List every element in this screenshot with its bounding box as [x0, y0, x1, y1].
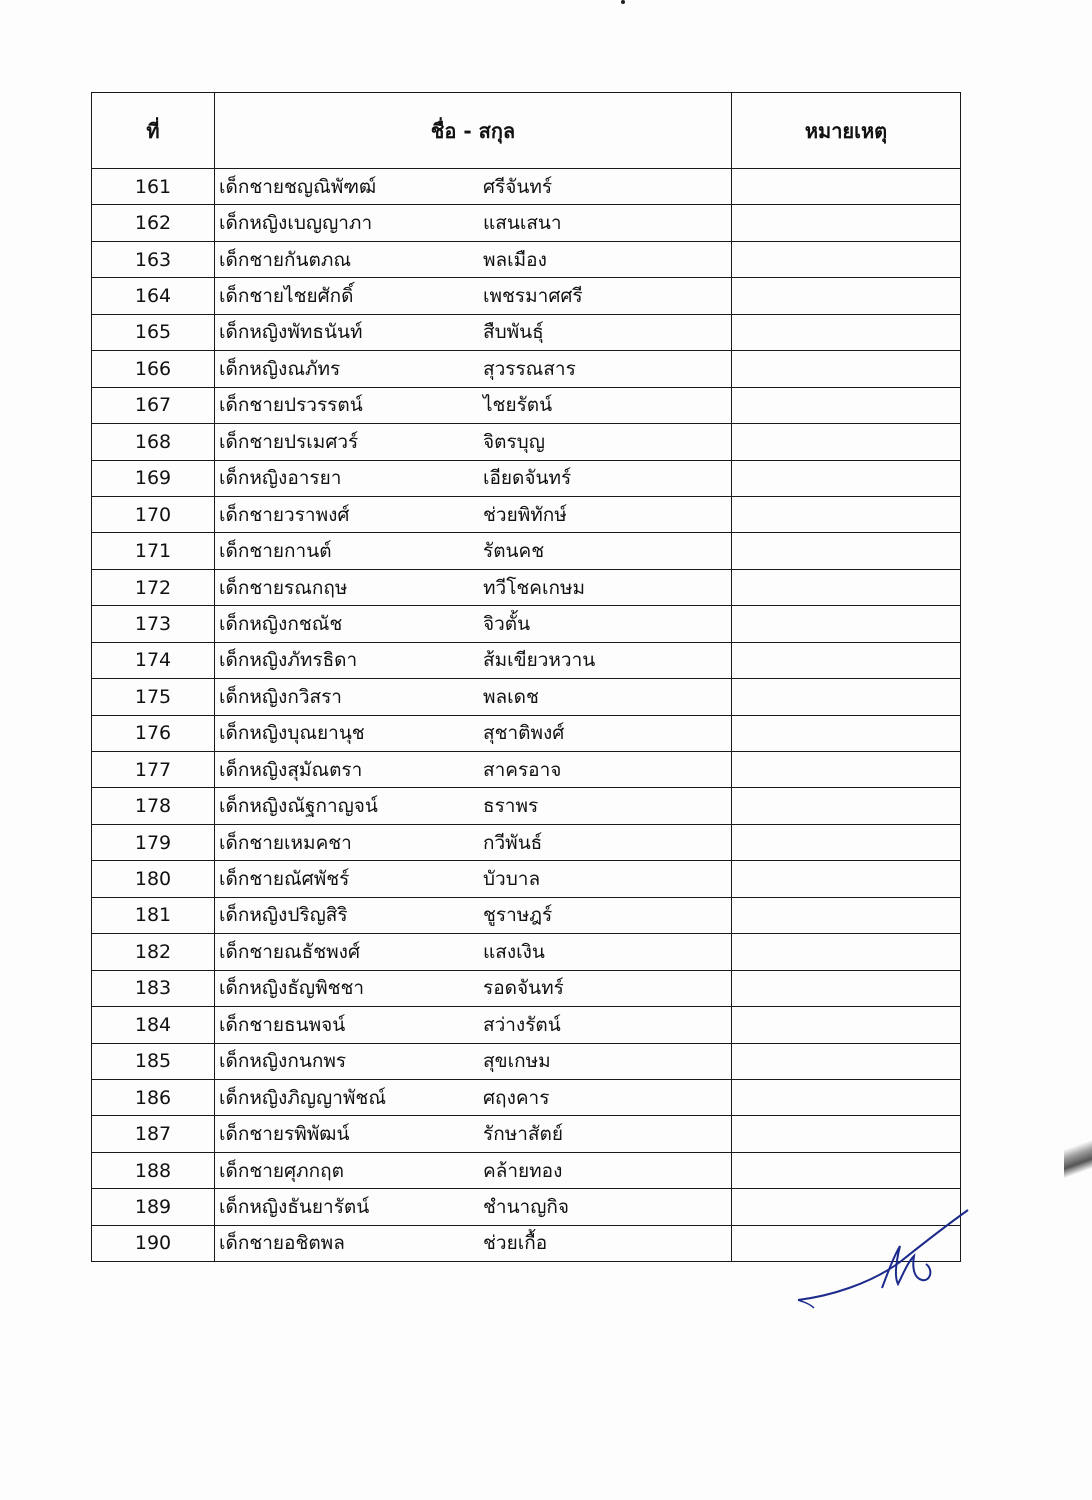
row-number: 184: [92, 1007, 215, 1043]
first-name: เด็กชายธนพจน์: [219, 1013, 346, 1036]
first-name: เด็กชายกานต์: [219, 540, 332, 563]
table-row: [92, 861, 961, 897]
row-number: 175: [92, 679, 215, 715]
row-number: 165: [92, 314, 215, 350]
row-remarks: [732, 861, 961, 897]
table-row: [92, 387, 961, 423]
row-name-cell: [215, 241, 732, 277]
table-row: [92, 752, 961, 788]
row-remarks: [732, 424, 961, 460]
last-name: คล้ายทอง: [483, 1159, 563, 1182]
row-name-cell: [215, 387, 732, 423]
row-name-cell: [215, 278, 732, 314]
table-row: [92, 569, 961, 605]
last-name: ส้มเขียวหวาน: [483, 649, 596, 672]
last-name: พลเดช: [483, 685, 539, 708]
row-remarks: [732, 351, 961, 387]
row-remarks: [732, 1152, 961, 1188]
last-name: กวีพันธ์: [483, 831, 543, 854]
row-remarks: [732, 1043, 961, 1079]
row-name-cell: [215, 824, 732, 860]
first-name: เด็กชายเหมคชา: [219, 831, 352, 854]
first-name: เด็กหญิงอารยา: [219, 467, 342, 490]
row-number: 164: [92, 278, 215, 314]
row-name-cell: [215, 351, 732, 387]
row-number: 182: [92, 934, 215, 970]
row-number: 169: [92, 460, 215, 496]
row-number: 172: [92, 569, 215, 605]
row-remarks: [732, 1116, 961, 1152]
last-name: สาครอาจ: [483, 758, 562, 781]
row-name-cell: [215, 1079, 732, 1115]
row-number: 179: [92, 824, 215, 860]
row-remarks: [732, 569, 961, 605]
row-number: 162: [92, 205, 215, 241]
row-name-cell: [215, 496, 732, 532]
table-row: [92, 606, 961, 642]
table-row: [92, 679, 961, 715]
last-name: ช่วยพิทักษ์: [483, 503, 567, 526]
row-number: 171: [92, 533, 215, 569]
row-name-cell: [215, 314, 732, 350]
table-row: [92, 897, 961, 933]
row-remarks: [732, 788, 961, 824]
row-remarks: [732, 642, 961, 678]
first-name: เด็กชายกันตภณ: [219, 248, 352, 271]
last-name: รัตนคช: [483, 540, 545, 563]
row-remarks: [732, 752, 961, 788]
row-name-cell: [215, 1225, 732, 1261]
row-name-cell: [215, 715, 732, 751]
row-number: 170: [92, 496, 215, 532]
first-name: เด็กชายชญณิพัฑฒ์: [219, 175, 377, 198]
row-name-cell: [215, 1152, 732, 1188]
row-number: 168: [92, 424, 215, 460]
first-name: เด็กชายรพิพัฒน์: [219, 1123, 350, 1146]
table-row: [92, 1007, 961, 1043]
row-name-cell: [215, 569, 732, 605]
row-name-cell: [215, 1189, 732, 1225]
first-name: เด็กชายรณกฤษ: [219, 576, 348, 599]
last-name: รักษาสัตย์: [483, 1123, 563, 1146]
row-name-cell: [215, 679, 732, 715]
last-name: สืบพันธุ์: [483, 321, 544, 344]
row-remarks: [732, 314, 961, 350]
last-name: รอดจันทร์: [483, 977, 564, 1000]
first-name: เด็กชายณธัชพงศ์: [219, 940, 361, 963]
table-row: [92, 715, 961, 751]
row-number: 177: [92, 752, 215, 788]
last-name: สุวรรณสาร: [483, 357, 576, 380]
row-remarks: [732, 897, 961, 933]
header-full-name: ชื่อ - สกุล: [215, 93, 732, 169]
row-remarks: [732, 169, 961, 205]
last-name: สุชาติพงศ์: [483, 722, 565, 745]
first-name: เด็กหญิงกวิสรา: [219, 685, 342, 708]
table-row: [92, 1116, 961, 1152]
last-name: เพชรมาศศรี: [483, 285, 583, 308]
row-number: 180: [92, 861, 215, 897]
row-remarks: [732, 278, 961, 314]
table-row: [92, 169, 961, 205]
first-name: เด็กชายปรวรรตน์: [219, 394, 363, 417]
table-row: [92, 1043, 961, 1079]
row-remarks: [732, 970, 961, 1006]
first-name: เด็กหญิงธันยารัตน์: [219, 1195, 370, 1218]
first-name: เด็กหญิงเบญญาภา: [219, 212, 373, 235]
handwritten-signature: [790, 1196, 980, 1316]
header-remarks: หมายเหตุ: [732, 93, 961, 169]
last-name: สุขเกษม: [483, 1050, 551, 1073]
first-name: เด็กหญิงณัฐกาญจน์: [219, 795, 378, 818]
row-number: 188: [92, 1152, 215, 1188]
first-name: เด็กหญิงภัทรธิดา: [219, 649, 358, 672]
row-number: 190: [92, 1225, 215, 1261]
row-remarks: [732, 824, 961, 860]
last-name: พลเมือง: [483, 248, 547, 271]
row-remarks: [732, 205, 961, 241]
table-row: [92, 460, 961, 496]
last-name: สว่างรัตน์: [483, 1013, 561, 1036]
row-name-cell: [215, 1007, 732, 1043]
table-row: [92, 1079, 961, 1115]
table-row: [92, 533, 961, 569]
last-name: ธราพร: [483, 795, 539, 818]
row-name-cell: [215, 970, 732, 1006]
row-name-cell: [215, 169, 732, 205]
table-row: [92, 970, 961, 1006]
last-name: จิตรบุญ: [483, 430, 545, 453]
table-body: [92, 169, 961, 1262]
row-remarks: [732, 387, 961, 423]
row-remarks: [732, 715, 961, 751]
row-number: 173: [92, 606, 215, 642]
row-remarks: [732, 934, 961, 970]
row-remarks: [732, 241, 961, 277]
row-remarks: [732, 496, 961, 532]
last-name: แสงเงิน: [483, 940, 545, 963]
last-name: จิวตั้น: [483, 612, 531, 635]
row-number: 174: [92, 642, 215, 678]
row-number: 166: [92, 351, 215, 387]
row-number: 161: [92, 169, 215, 205]
scan-edge-mark: [1064, 1140, 1092, 1178]
table-row: [92, 934, 961, 970]
row-name-cell: [215, 934, 732, 970]
table-row: [92, 1152, 961, 1188]
last-name: แสนเสนา: [483, 212, 562, 235]
table-row: [92, 824, 961, 860]
header-number: ที่: [92, 93, 215, 169]
row-name-cell: [215, 606, 732, 642]
first-name: เด็กชายศุภกฤต: [219, 1159, 344, 1182]
table-row: [92, 642, 961, 678]
table-row: [92, 351, 961, 387]
row-name-cell: [215, 642, 732, 678]
last-name: บัวบาล: [483, 868, 541, 891]
row-name-cell: [215, 1043, 732, 1079]
table-row: [92, 788, 961, 824]
first-name: เด็กชายไชยศักดิ์: [219, 285, 354, 308]
row-number: 163: [92, 241, 215, 277]
row-number: 178: [92, 788, 215, 824]
table-row: [92, 241, 961, 277]
last-name: ศรีจันทร์: [483, 175, 553, 198]
row-remarks: [732, 1007, 961, 1043]
scan-speck: [621, 0, 625, 4]
row-number: 189: [92, 1189, 215, 1225]
table-row: [92, 205, 961, 241]
last-name: ชูราษฎร์: [483, 904, 553, 927]
first-name: เด็กหญิงกนกพร: [219, 1050, 347, 1073]
first-name: เด็กชายณัศพัชร์: [219, 868, 350, 891]
row-name-cell: [215, 1116, 732, 1152]
first-name: เด็กหญิงปริญสิริ: [219, 904, 348, 927]
row-number: 167: [92, 387, 215, 423]
last-name: ชำนาญกิจ: [483, 1195, 570, 1218]
last-name: ทวีโชคเกษม: [483, 576, 586, 599]
row-name-cell: [215, 424, 732, 460]
first-name: เด็กชายปรเมศวร์: [219, 430, 359, 453]
row-name-cell: [215, 897, 732, 933]
row-remarks: [732, 533, 961, 569]
row-number: 181: [92, 897, 215, 933]
name-list-table: [91, 92, 961, 1262]
first-name: เด็กหญิงภิญญาพัชณ์: [219, 1086, 386, 1109]
first-name: เด็กชายวราพงศ์: [219, 503, 350, 526]
row-remarks: [732, 460, 961, 496]
row-number: 183: [92, 970, 215, 1006]
first-name: เด็กหญิงกชณัช: [219, 612, 343, 635]
row-name-cell: [215, 861, 732, 897]
row-name-cell: [215, 533, 732, 569]
row-number: 187: [92, 1116, 215, 1152]
row-name-cell: [215, 460, 732, 496]
last-name: ศฤงคาร: [483, 1086, 550, 1109]
table-row: [92, 278, 961, 314]
first-name: เด็กชายอชิตพล: [219, 1232, 345, 1255]
row-name-cell: [215, 752, 732, 788]
table-row: [92, 314, 961, 350]
row-name-cell: [215, 788, 732, 824]
row-number: 185: [92, 1043, 215, 1079]
row-remarks: [732, 679, 961, 715]
row-name-cell: [215, 205, 732, 241]
row-number: 176: [92, 715, 215, 751]
table-row: [92, 424, 961, 460]
first-name: เด็กหญิงบุณยานุช: [219, 722, 365, 745]
last-name: ช่วยเกื้อ: [483, 1232, 548, 1255]
first-name: เด็กหญิงพัทธนันท์: [219, 321, 363, 344]
first-name: เด็กหญิงสุมัณตรา: [219, 758, 363, 781]
first-name: เด็กหญิงณภัทร: [219, 357, 341, 380]
row-remarks: [732, 1079, 961, 1115]
table-header-row: [92, 93, 961, 169]
last-name: เอียดจันทร์: [483, 467, 572, 490]
table-row: [92, 496, 961, 532]
first-name: เด็กหญิงธัญพิชชา: [219, 977, 365, 1000]
last-name: ไชยรัตน์: [483, 394, 553, 417]
row-remarks: [732, 606, 961, 642]
row-number: 186: [92, 1079, 215, 1115]
